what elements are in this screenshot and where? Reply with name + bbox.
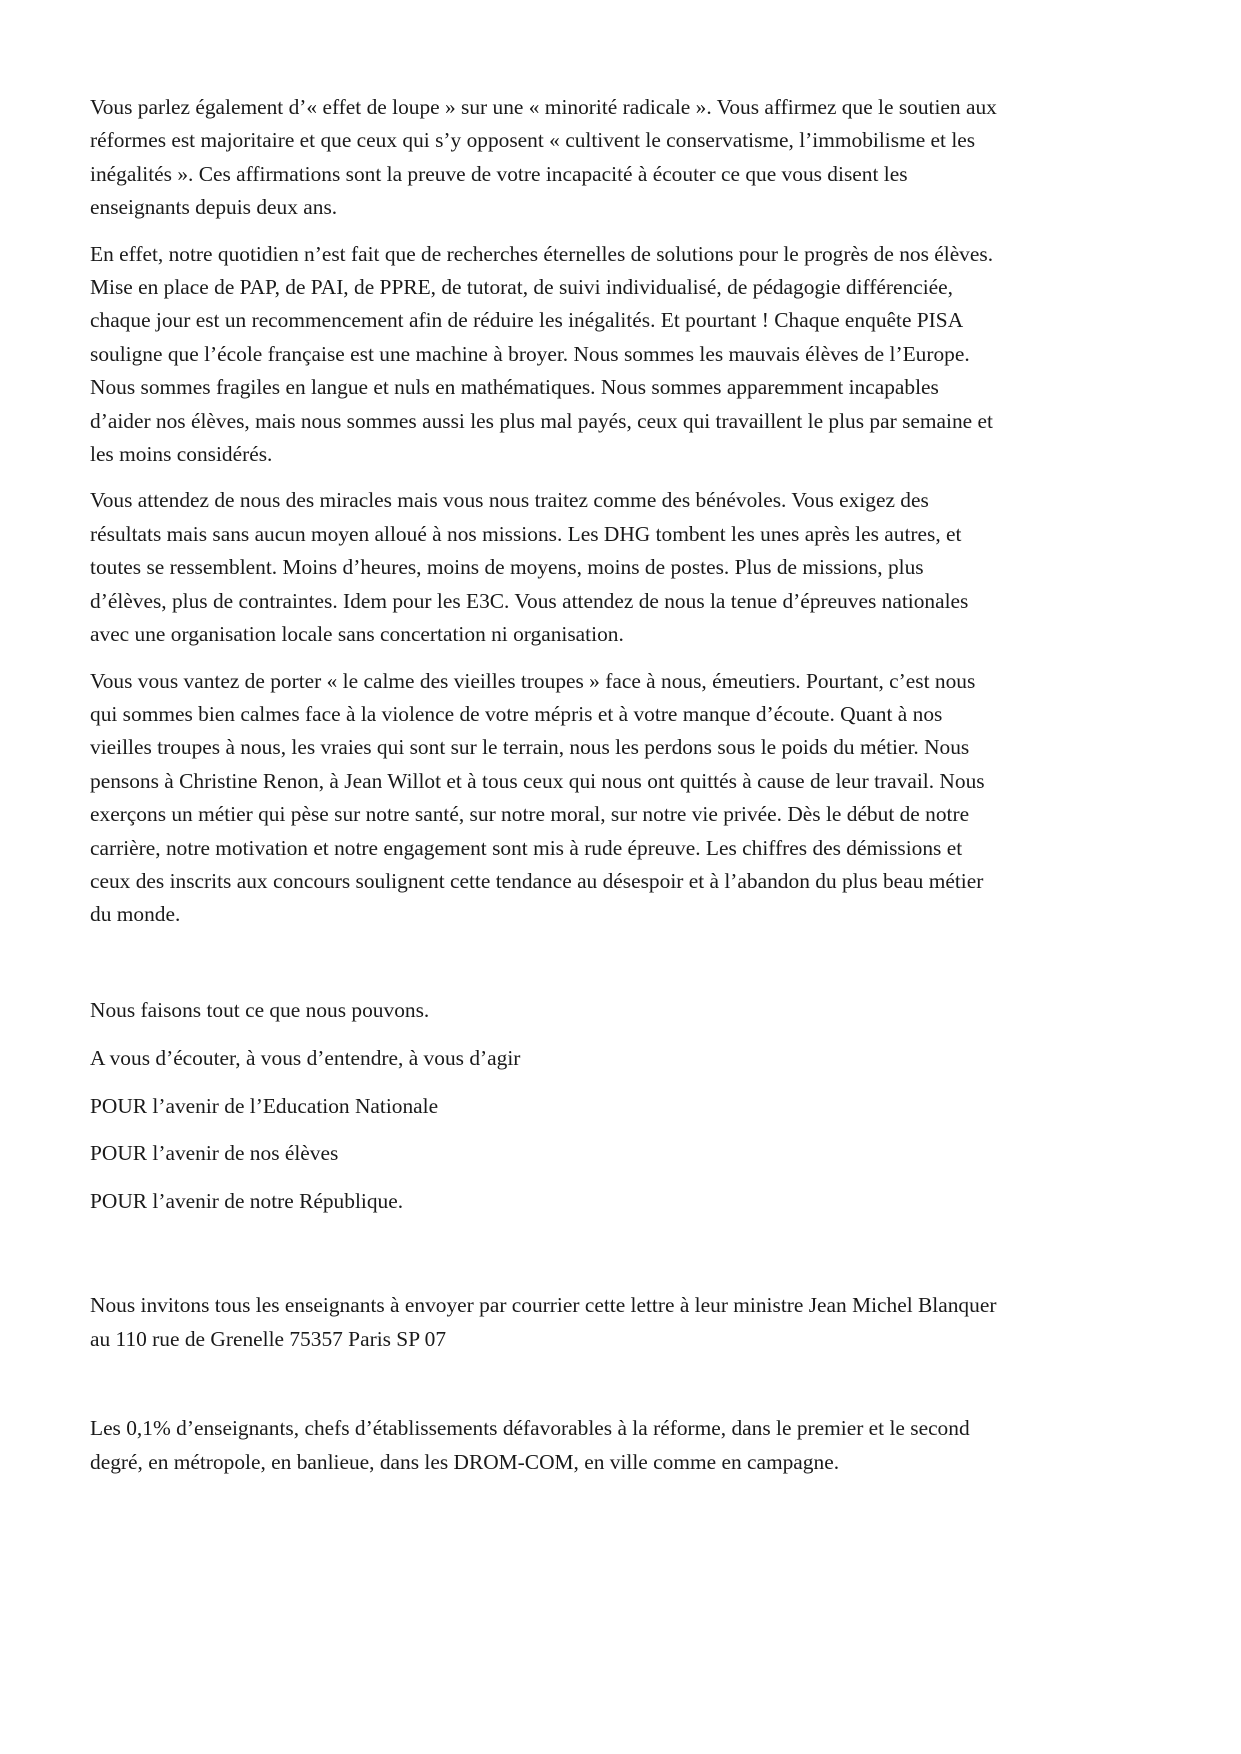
closing-line: A vous d’écouter, à vous d’entendre, à vous d’agir [90,1045,521,1070]
text-line: souligne que l’école française est une machine à broyer. Nous sommes les mauvais élèves de l’Europe. [90,341,970,366]
text-line: carrière, notre motivation et notre engagement sont mis à rude épreuve. Les chiffres des démissions et [90,835,963,860]
text-line: résultats mais sans aucun moyen alloué à nos missions. Les DHG tombent les unes après les autres, et [90,521,962,546]
text-line: En effet, notre quotidien n’est fait que de recherches éternelles de solutions pour le progrès de nos élèves. [90,241,994,266]
text-line: d’élèves, plus de contraintes. Idem pour les E3C. Vous attendez de nous la tenue d’épreuves nationales [90,588,969,613]
text-line: toutes se ressemblent. Moins d’heures, moins de moyens, moins de postes. Plus de missions, plus [90,555,924,580]
closing-line: POUR l’avenir de l’Education Nationale [90,1093,439,1118]
letter-body [90,91,1160,1479]
text-line: avec une organisation locale sans concertation ni organisation. [90,622,624,647]
text-line: Vous vous vantez de porter « le calme des vieilles troupes » face à nous, émeutiers. Pourtant, c’est nous [90,668,976,693]
text-line: exerçons un métier qui pèse sur notre santé, sur notre moral, sur notre vie privée. Dès le début de notre [90,802,970,827]
text-line: qui sommes bien calmes face à la violence de votre mépris et à votre manque d’écoute. Quant à nos [90,701,943,726]
closing-line: Nous faisons tout ce que nous pouvons. [90,997,430,1022]
paragraph-quotidien [90,238,1160,472]
text-line: Nous sommes fragiles en langue et nuls en mathématiques. Nous sommes apparemment incapables [90,375,939,400]
text-line: Nous invitons tous les enseignants à envoyer par courrier cette lettre à leur ministre Jean Michel Blanquer [90,1293,997,1318]
spacer [90,1233,1160,1289]
paragraph-effet-de-loupe [90,91,1160,225]
text-line: inégalités ». Ces affirmations sont la preuve de votre incapacité à écouter ce que vous disent les [90,161,908,186]
text-line: au 110 rue de Grenelle 75357 Paris SP 07 [90,1326,447,1351]
text-line: vieilles troupes à nous, les vraies qui sont sur le terrain, nous les perdons sous le poids du métier. Nous [90,735,970,760]
signature-paragraph [90,1412,1160,1479]
text-line: les moins considérés. [90,442,273,467]
invitation-paragraph [90,1289,1160,1356]
paragraph-vieilles-troupes [90,665,1160,932]
closing-line: POUR l’avenir de nos élèves [90,1141,339,1166]
spacer [90,1356,1160,1412]
text-line: degré, en métropole, en banlieue, dans les DROM-COM, en ville comme en campagne. [90,1449,840,1474]
text-line: Les 0,1% d’enseignants, chefs d’établissements défavorables à la réforme, dans le premier et le second [90,1416,970,1441]
text-line: Vous attendez de nous des miracles mais vous nous traitez comme des bénévoles. Vous exigez des [90,488,929,513]
paragraph-miracles [90,484,1160,651]
text-line: enseignants depuis deux ans. [90,195,338,220]
text-line: réformes est majoritaire et que ceux qui s’y opposent « cultivent le conservatisme, l’immobilisme et les [90,128,976,153]
text-line: Vous parlez également d’« effet de loupe » sur une « minorité radicale ». Vous affirmez que le soutien aux [90,95,997,119]
text-line: pensons à Christine Renon, à Jean Willot et à tous ceux qui nous ont quittés à cause de leur travail. Nous [90,768,985,793]
text-line: chaque jour est un recommencement afin de réduire les inégalités. Et pourtant ! Chaque enquête PISA [90,308,964,333]
spacer [90,945,1160,994]
text-line: d’aider nos élèves, mais nous sommes aussi les plus mal payés, ceux qui travaillent le plus par semaine et [90,408,993,433]
closing-line: POUR l’avenir de notre République. [90,1189,404,1214]
text-line: ceux des inscrits aux concours soulignent cette tendance au désespoir et à l’abandon du plus beau métier [90,868,984,893]
text-line: du monde. [90,902,181,927]
text-line: Mise en place de PAP, de PAI, de PPRE, de tutorat, de suivi individualisé, de pédagogie différenciée, [90,275,953,300]
